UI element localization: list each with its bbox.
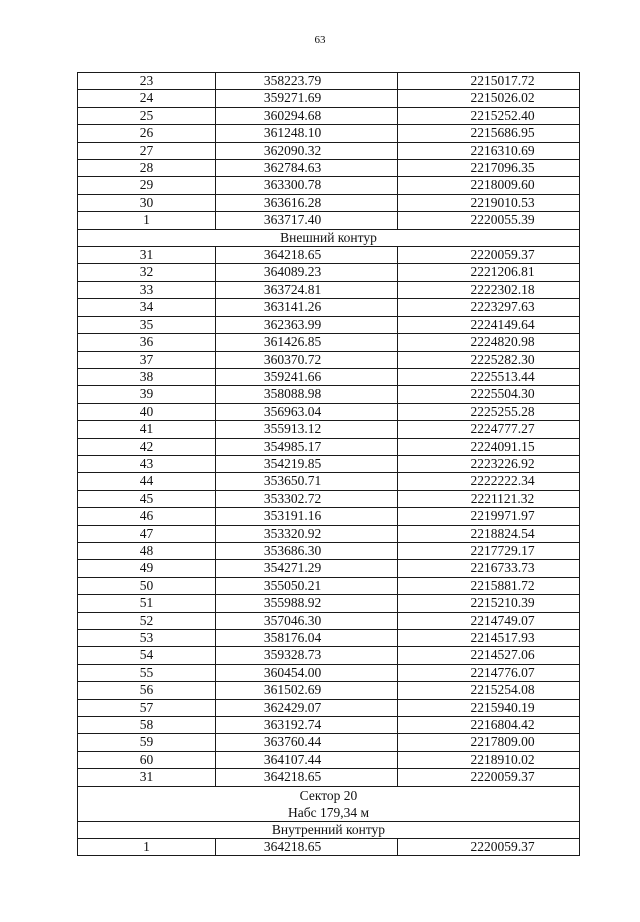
point-number-cell: 59 — [78, 734, 216, 751]
section-header: Внешний контур — [78, 229, 580, 246]
x-coordinate-cell: 362090.32 — [216, 142, 398, 159]
y-coordinate-cell: 2219010.53 — [398, 194, 580, 211]
point-number-cell: 1 — [78, 839, 216, 856]
point-number-cell: 41 — [78, 421, 216, 438]
x-coordinate-cell: 360370.72 — [216, 351, 398, 368]
x-coordinate-cell: 362363.99 — [216, 316, 398, 333]
x-coordinate-cell: 355988.92 — [216, 595, 398, 612]
section-header: Внутренний контур — [78, 821, 580, 838]
point-number-cell: 27 — [78, 142, 216, 159]
x-coordinate-cell: 353320.92 — [216, 525, 398, 542]
point-number-cell: 1 — [78, 212, 216, 229]
point-number-cell: 28 — [78, 160, 216, 177]
table-row — [78, 142, 580, 159]
table-row — [78, 368, 580, 385]
sector-title: Сектор 20 — [299, 787, 358, 803]
point-number-cell: 43 — [78, 455, 216, 472]
y-coordinate-cell: 2215017.72 — [398, 73, 580, 90]
y-coordinate-cell: 2222222.34 — [398, 473, 580, 490]
table-row — [78, 194, 580, 211]
table-row — [78, 525, 580, 542]
x-coordinate-cell: 363192.74 — [216, 717, 398, 734]
x-coordinate-cell: 363724.81 — [216, 281, 398, 298]
section-header-row — [78, 229, 580, 246]
y-coordinate-cell: 2217729.17 — [398, 542, 580, 559]
y-coordinate-cell: 2224149.64 — [398, 316, 580, 333]
table-row — [78, 351, 580, 368]
point-number-cell: 32 — [78, 264, 216, 281]
y-coordinate-cell: 2215026.02 — [398, 90, 580, 107]
x-coordinate-cell: 354985.17 — [216, 438, 398, 455]
x-coordinate-cell: 353302.72 — [216, 490, 398, 507]
sector-header-row — [78, 786, 580, 821]
section-header-row — [78, 821, 580, 838]
y-coordinate-cell: 2214517.93 — [398, 630, 580, 647]
table-row — [78, 386, 580, 403]
point-number-cell: 26 — [78, 125, 216, 142]
y-coordinate-cell: 2225282.30 — [398, 351, 580, 368]
x-coordinate-cell: 359271.69 — [216, 90, 398, 107]
y-coordinate-cell: 2222302.18 — [398, 281, 580, 298]
x-coordinate-cell: 363616.28 — [216, 194, 398, 211]
y-coordinate-cell: 2215686.95 — [398, 125, 580, 142]
point-number-cell: 54 — [78, 647, 216, 664]
y-coordinate-cell: 2215254.08 — [398, 682, 580, 699]
y-coordinate-cell: 2224777.27 — [398, 421, 580, 438]
y-coordinate-cell: 2216310.69 — [398, 142, 580, 159]
x-coordinate-cell: 356963.04 — [216, 403, 398, 420]
point-number-cell: 57 — [78, 699, 216, 716]
y-coordinate-cell: 2214749.07 — [398, 612, 580, 629]
y-coordinate-cell: 2220059.37 — [398, 769, 580, 786]
x-coordinate-cell: 354271.29 — [216, 560, 398, 577]
x-coordinate-cell: 360454.00 — [216, 664, 398, 681]
sector-elevation: Набс 179,34 м — [287, 804, 370, 820]
x-coordinate-cell: 361426.85 — [216, 334, 398, 351]
x-coordinate-cell: 359241.66 — [216, 368, 398, 385]
point-number-cell: 38 — [78, 368, 216, 385]
table-row — [78, 577, 580, 594]
point-number-cell: 60 — [78, 751, 216, 768]
y-coordinate-cell: 2221121.32 — [398, 490, 580, 507]
y-coordinate-cell: 2225255.28 — [398, 403, 580, 420]
table-row — [78, 751, 580, 768]
table-row — [78, 490, 580, 507]
table-row — [78, 281, 580, 298]
table-row — [78, 160, 580, 177]
table-row — [78, 334, 580, 351]
x-coordinate-cell: 361502.69 — [216, 682, 398, 699]
sector-header — [78, 786, 580, 821]
point-number-cell: 52 — [78, 612, 216, 629]
table-row — [78, 647, 580, 664]
y-coordinate-cell: 2217809.00 — [398, 734, 580, 751]
table-row — [78, 299, 580, 316]
y-coordinate-cell: 2216733.73 — [398, 560, 580, 577]
y-coordinate-cell: 2221206.81 — [398, 264, 580, 281]
point-number-cell: 44 — [78, 473, 216, 490]
point-number-cell: 33 — [78, 281, 216, 298]
x-coordinate-cell: 358223.79 — [216, 73, 398, 90]
point-number-cell: 45 — [78, 490, 216, 507]
x-coordinate-cell: 357046.30 — [216, 612, 398, 629]
table-row — [78, 125, 580, 142]
y-coordinate-cell: 2215210.39 — [398, 595, 580, 612]
table-row — [78, 90, 580, 107]
x-coordinate-cell: 353650.71 — [216, 473, 398, 490]
point-number-cell: 31 — [78, 247, 216, 264]
point-number-cell: 51 — [78, 595, 216, 612]
table-row — [78, 682, 580, 699]
x-coordinate-cell: 363141.26 — [216, 299, 398, 316]
x-coordinate-cell: 361248.10 — [216, 125, 398, 142]
table-row — [78, 473, 580, 490]
x-coordinate-cell: 363300.78 — [216, 177, 398, 194]
table-row — [78, 247, 580, 264]
x-coordinate-cell: 363760.44 — [216, 734, 398, 751]
x-coordinate-cell: 353191.16 — [216, 508, 398, 525]
point-number-cell: 55 — [78, 664, 216, 681]
table-row — [78, 455, 580, 472]
table-row — [78, 177, 580, 194]
point-number-cell: 35 — [78, 316, 216, 333]
y-coordinate-cell: 2224820.98 — [398, 334, 580, 351]
point-number-cell: 36 — [78, 334, 216, 351]
y-coordinate-cell: 2225513.44 — [398, 368, 580, 385]
coordinates-table — [77, 72, 580, 856]
x-coordinate-cell: 359328.73 — [216, 647, 398, 664]
page-number: 63 — [314, 34, 326, 46]
table-row — [78, 403, 580, 420]
table-row — [78, 508, 580, 525]
table-row — [78, 595, 580, 612]
y-coordinate-cell: 2223226.92 — [398, 455, 580, 472]
table-row — [78, 664, 580, 681]
x-coordinate-cell: 355913.12 — [216, 421, 398, 438]
point-number-cell: 42 — [78, 438, 216, 455]
table-row — [78, 612, 580, 629]
point-number-cell: 39 — [78, 386, 216, 403]
table-row — [78, 717, 580, 734]
point-number-cell: 50 — [78, 577, 216, 594]
y-coordinate-cell: 2218824.54 — [398, 525, 580, 542]
point-number-cell: 29 — [78, 177, 216, 194]
point-number-cell: 25 — [78, 107, 216, 124]
y-coordinate-cell: 2219971.97 — [398, 508, 580, 525]
x-coordinate-cell: 364107.44 — [216, 751, 398, 768]
point-number-cell: 47 — [78, 525, 216, 542]
y-coordinate-cell: 2217096.35 — [398, 160, 580, 177]
x-coordinate-cell: 362784.63 — [216, 160, 398, 177]
y-coordinate-cell: 2215252.40 — [398, 107, 580, 124]
y-coordinate-cell: 2214527.06 — [398, 647, 580, 664]
point-number-cell: 23 — [78, 73, 216, 90]
y-coordinate-cell: 2220055.39 — [398, 212, 580, 229]
point-number-cell: 56 — [78, 682, 216, 699]
table-row — [78, 734, 580, 751]
point-number-cell: 46 — [78, 508, 216, 525]
y-coordinate-cell: 2214776.07 — [398, 664, 580, 681]
x-coordinate-cell: 364218.65 — [216, 247, 398, 264]
y-coordinate-cell: 2215940.19 — [398, 699, 580, 716]
y-coordinate-cell: 2220059.37 — [398, 839, 580, 856]
x-coordinate-cell: 362429.07 — [216, 699, 398, 716]
table-row — [78, 212, 580, 229]
point-number-cell: 49 — [78, 560, 216, 577]
x-coordinate-cell: 353686.30 — [216, 542, 398, 559]
table-row — [78, 542, 580, 559]
point-number-cell: 30 — [78, 194, 216, 211]
table-row — [78, 316, 580, 333]
x-coordinate-cell: 360294.68 — [216, 107, 398, 124]
table-row — [78, 630, 580, 647]
point-number-cell: 40 — [78, 403, 216, 420]
table-row — [78, 107, 580, 124]
x-coordinate-cell: 363717.40 — [216, 212, 398, 229]
table-row — [78, 699, 580, 716]
x-coordinate-cell: 364089.23 — [216, 264, 398, 281]
point-number-cell: 24 — [78, 90, 216, 107]
point-number-cell: 34 — [78, 299, 216, 316]
y-coordinate-cell: 2223297.63 — [398, 299, 580, 316]
table-row — [78, 769, 580, 786]
table-row — [78, 839, 580, 856]
point-number-cell: 31 — [78, 769, 216, 786]
point-number-cell: 37 — [78, 351, 216, 368]
x-coordinate-cell: 358088.98 — [216, 386, 398, 403]
table-row — [78, 73, 580, 90]
point-number-cell: 58 — [78, 717, 216, 734]
y-coordinate-cell: 2220059.37 — [398, 247, 580, 264]
point-number-cell: 48 — [78, 542, 216, 559]
y-coordinate-cell: 2225504.30 — [398, 386, 580, 403]
x-coordinate-cell: 364218.65 — [216, 769, 398, 786]
table-row — [78, 438, 580, 455]
x-coordinate-cell: 364218.65 — [216, 839, 398, 856]
table-row — [78, 264, 580, 281]
table-row — [78, 421, 580, 438]
table-row — [78, 560, 580, 577]
y-coordinate-cell: 2218910.02 — [398, 751, 580, 768]
x-coordinate-cell: 354219.85 — [216, 455, 398, 472]
point-number-cell: 53 — [78, 630, 216, 647]
y-coordinate-cell: 2216804.42 — [398, 717, 580, 734]
y-coordinate-cell: 2224091.15 — [398, 438, 580, 455]
x-coordinate-cell: 358176.04 — [216, 630, 398, 647]
x-coordinate-cell: 355050.21 — [216, 577, 398, 594]
y-coordinate-cell: 2215881.72 — [398, 577, 580, 594]
y-coordinate-cell: 2218009.60 — [398, 177, 580, 194]
